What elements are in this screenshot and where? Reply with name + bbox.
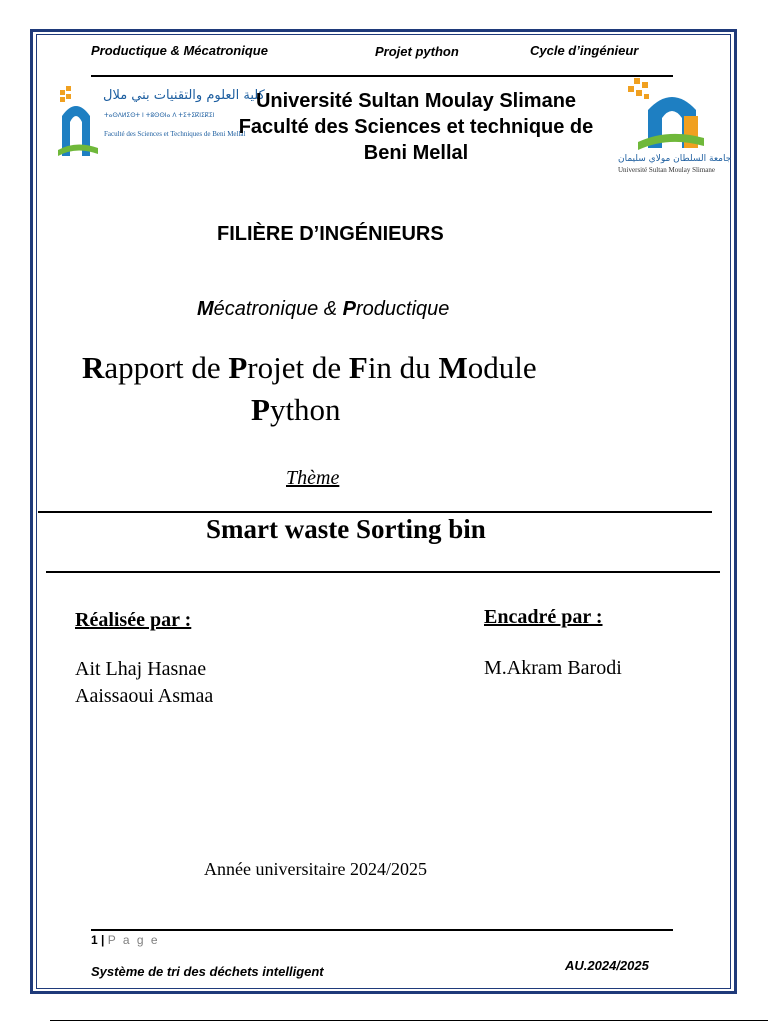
usms-logo xyxy=(618,76,732,176)
students-list xyxy=(75,656,213,710)
project-subject: Smart waste Sorting bin xyxy=(206,514,486,544)
university-line3: Beni Mellal xyxy=(363,142,469,164)
realise-par-title: Réalisée par : xyxy=(75,609,192,631)
specialite xyxy=(197,298,449,321)
report-title-p2-rest: ython xyxy=(269,392,341,427)
fst-logo-arabic: كلية العلوم والتقنيات بني ملال xyxy=(103,88,265,103)
specialite-m-rest: écatronique & xyxy=(213,298,343,320)
report-title-p-rest: rojet de xyxy=(247,350,349,385)
student-name: Ait Lhaj Hasnae xyxy=(75,658,207,680)
supervisor-name: M.Akram Barodi xyxy=(484,657,622,679)
report-title-m-rest: odule xyxy=(467,350,537,385)
specialite-p-initial: P xyxy=(342,298,356,320)
encadre-par-title: Encadré par : xyxy=(484,606,603,628)
student-name: Aaissaoui Asmaa xyxy=(75,685,214,707)
report-title-line1 xyxy=(82,347,537,389)
specialite-p-rest: roductique xyxy=(356,298,450,320)
footer-left: Système de tri des déchets intelligent xyxy=(91,964,324,979)
university-name xyxy=(206,88,626,166)
theme-rule-bottom xyxy=(46,571,720,573)
page-number xyxy=(91,933,160,947)
report-title-m: M xyxy=(438,350,468,385)
report-title-f: F xyxy=(348,350,368,385)
page-separator: | xyxy=(101,933,105,947)
fst-logo-french: Faculté des Sciences et Techniques de Beni Mellal xyxy=(104,130,246,138)
header-left: Productique & Mécatronique xyxy=(91,43,268,58)
university-line1: Université Sultan Moulay Slimane xyxy=(255,90,577,112)
fst-logo-tifinagh: ⵜⴰⵙⴷⵍⵉⵙⵜ ⵏ ⵜⵓⵙⵙⵏⴰ ⴷ ⵜⵉⵜⵉⴽⵏⵉⴽⵉⵏ xyxy=(104,112,215,119)
report-title-p2: P xyxy=(251,392,270,427)
fst-logo xyxy=(56,86,265,162)
fst-emblem-icon xyxy=(56,86,102,162)
report-title-p: P xyxy=(228,350,248,385)
usms-emblem-icon xyxy=(618,76,708,152)
usms-logo-arabic: جامعة السلطان مولاي سليمان xyxy=(618,154,732,164)
header-center: Projet python xyxy=(375,44,459,59)
page-label: P a g e xyxy=(107,933,160,947)
theme-label: Thème xyxy=(286,467,340,489)
header-rule xyxy=(91,75,673,77)
page-bottom-rule xyxy=(50,1020,768,1021)
usms-logo-french: Université Sultan Moulay Slimane xyxy=(618,166,716,174)
filiere-title: FILIÈRE D’INGÉNIEURS xyxy=(217,223,444,245)
report-title-r: R xyxy=(82,350,105,385)
report-title-f-rest: in du xyxy=(367,350,439,385)
footer-right: AU.2024/2025 xyxy=(565,958,649,973)
report-title-r-rest: apport de xyxy=(104,350,229,385)
academic-year: Année universitaire 2024/2025 xyxy=(204,859,427,879)
header-right: Cycle d’ingénieur xyxy=(530,43,639,58)
university-line2: Faculté des Sciences et technique de xyxy=(238,116,594,138)
page-number-value: 1 xyxy=(91,933,98,947)
footer-rule xyxy=(91,929,673,931)
theme-rule-top xyxy=(38,511,712,513)
report-title-line2 xyxy=(251,389,341,431)
specialite-m-initial: M xyxy=(197,298,214,320)
